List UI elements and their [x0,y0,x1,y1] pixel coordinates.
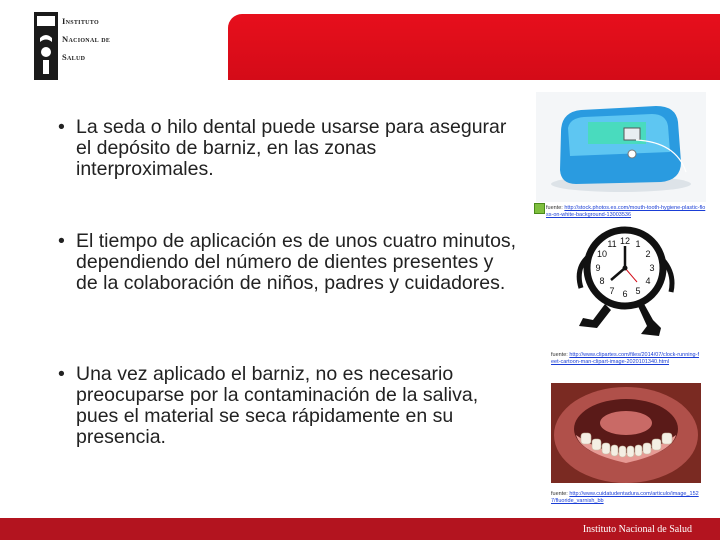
caption-floss [546,205,706,219]
caption-link[interactable]: http://www.cuidatudentadura.com/articulo/image_1527/fluoride_varnish_bb [551,491,699,504]
bullet-dot: • [58,363,65,385]
clock-number-8: 8 [599,276,605,286]
clock-number-11: 11 [607,239,617,249]
bullet-dot: • [58,230,65,252]
clock-number-2: 2 [645,249,651,259]
header-band [228,14,720,80]
logo-line-1: Instituto [62,16,99,26]
clock-number-6: 6 [622,289,628,299]
clock-number-4: 4 [645,276,651,286]
caption-link[interactable]: http://www.clipartes.com/files/2014/07/clock-running-feet-cartoon-man-clipart-image-2020101340.html [551,352,699,365]
creative-commons-icon [534,203,545,214]
caption-label: fuente: [546,205,563,211]
bullet-time [58,231,518,294]
caption-clock [551,352,701,366]
clock-number-9: 9 [595,263,601,273]
ins-logo-icon [34,12,58,80]
caption-label: fuente: [551,352,568,358]
logo-line-3: Salud [62,52,86,62]
caption-mouth [551,491,701,505]
logo-line-2: Nacional de [62,34,111,44]
mouth-teeth-image [551,383,701,483]
clock-number-12: 12 [619,236,631,246]
caption-label: fuente: [551,491,568,497]
running-clock-image [575,222,675,346]
clock-number-1: 1 [635,239,641,249]
bullet-text: La seda o hilo dental puede usarse para asegurar el depósito de barniz, en las zonas interproximales. [76,116,507,180]
bullet-text: El tiempo de aplicación es de unos cuatro minutos, dependiendo del número de dientes presentes y de la colaboración de niños, padres y cuidadores. [76,230,517,294]
bullet-saliva [58,364,518,448]
clock-number-5: 5 [635,286,641,296]
clock-number-7: 7 [609,286,615,296]
bullet-text: Una vez aplicado el barniz, no es necesario preocuparse por la contaminación de la saliva, pues el material se seca rápidamente en su presencia. [76,363,479,448]
clock-number-10: 10 [596,249,608,259]
clock-number-3: 3 [649,263,655,273]
bullet-floss [58,117,518,180]
logo-wordmark [62,12,162,66]
caption-link[interactable]: http://stock.photos.es.com/mouth-tooth-hygiene-plastic-floss-on-white-background-13003536 [546,205,706,218]
bullet-dot: • [58,116,65,138]
dental-floss-image [536,92,706,202]
footer-text: Instituto Nacional de Salud [582,524,692,535]
